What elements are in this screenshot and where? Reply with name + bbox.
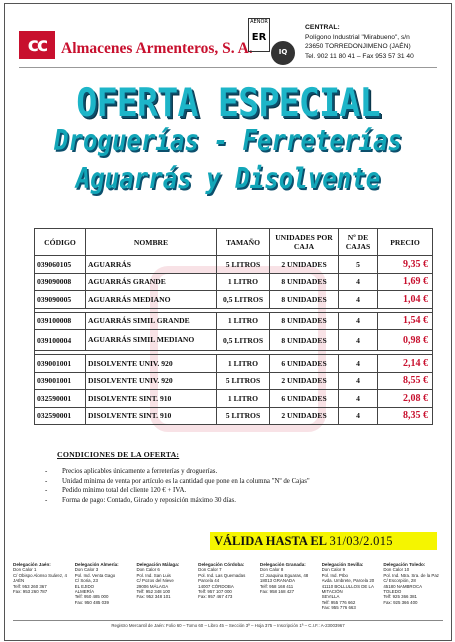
- delegation-title: Delegación Jaén:: [13, 562, 51, 567]
- cell-code: 032590001: [35, 390, 86, 408]
- delegation-line: SEVILLA: [321, 594, 340, 600]
- cell-units: 8 UNIDADES: [270, 273, 339, 291]
- cell-units: 8 UNIDADES: [270, 312, 339, 330]
- delegation-title: Delegación Málaga:: [136, 562, 180, 567]
- company-logo: [19, 31, 55, 59]
- delegation-almeria: [75, 562, 137, 611]
- delegation-line: 29006 MÁLAGA: [136, 583, 169, 589]
- cell-price: 1,54 €: [378, 312, 433, 330]
- offer-flyer-page: [4, 3, 452, 641]
- central-line: Tel. 902 11 80 41 – Fax 953 57 31 40: [305, 52, 414, 60]
- delegation-line: Don Calor 3: [74, 567, 99, 573]
- cell-name: AGUARRÁS SIMIL MEDIANO: [86, 330, 217, 351]
- cell-size: 1 LITRO: [217, 312, 270, 330]
- delegation-line: Fax: 950 485 039: [74, 599, 109, 605]
- delegation-line: Don Calor 6: [136, 567, 160, 573]
- cell-name: AGUARRÁS SIMIL GRANDE: [86, 312, 217, 330]
- delegation-title: Delegación Córdoba:: [198, 562, 245, 567]
- delegation-line: Telf: 958 168 411: [259, 583, 294, 589]
- cell-name: DISOLVENTE UNIV. 920: [86, 372, 217, 390]
- cell-code: 039090005: [35, 291, 86, 309]
- table-row: [35, 256, 433, 274]
- company-name: Almacenes Armenteros, S. A.: [61, 40, 253, 57]
- cell-size: 5 LITROS: [217, 256, 270, 274]
- central-line: 23650 TORREDONJIMENO (JAÉN): [305, 43, 411, 50]
- table-row: [35, 330, 433, 351]
- delegation-line: Pol. Ind. San Luis: [136, 572, 171, 578]
- cert-mark: IQ: [278, 48, 288, 56]
- cell-units: 2 UNIDADES: [270, 372, 339, 390]
- condition-item: - Pedido mínimo total del cliente 120 € + IVA.: [43, 486, 310, 496]
- cell-boxes: 4: [339, 312, 378, 330]
- cell-code: 039060105: [35, 256, 86, 274]
- price-table: [34, 228, 433, 425]
- delegation-cordoba: [198, 562, 260, 611]
- cell-size: 1 LITRO: [217, 390, 270, 408]
- delegation-line: Don Calor 8: [259, 567, 284, 573]
- cert-label: AENOR: [250, 19, 268, 25]
- validity-date: 31/03/2.015: [329, 534, 393, 548]
- registry-info: Registro Mercantil de Jaén: Folio 60 – Tomo 60 – Libro 45 – Sección 3ª – Hoja 375 – Inscripción 1ª – C.I.F.: A-23003967: [111, 623, 345, 628]
- cell-price: 8,55 €: [378, 372, 433, 390]
- delegation-line: Don Calor 7: [198, 567, 222, 573]
- delegation-line: Telf: 957 107 000: [198, 589, 232, 595]
- cell-name: DISOLVENTE SINT. 910: [86, 390, 217, 408]
- validity-banner: [210, 532, 437, 550]
- conditions-list: [43, 467, 310, 505]
- cell-size: 1 LITRO: [217, 273, 270, 291]
- table-header-row: [35, 229, 433, 256]
- header-divider: [19, 67, 437, 68]
- condition-item: - Precios aplicables únicamente a ferreterías y droguerías.: [43, 467, 310, 477]
- cell-name: AGUARRÁS: [86, 256, 217, 274]
- delegation-line: C/ Soria, 23: [74, 578, 98, 584]
- cell-price: 9,35 €: [378, 256, 433, 274]
- delegation-line: EL EJIDO: [74, 583, 95, 589]
- delegation-title: Delegación Sevilla:: [321, 562, 364, 567]
- cell-code: 039100004: [35, 330, 86, 351]
- cell-size: 5 LITROS: [217, 372, 270, 390]
- cell-code: 032590001: [35, 407, 86, 425]
- cell-price: 2,14 €: [378, 355, 433, 373]
- delegation-line: Fax: 952 348 101: [136, 594, 171, 600]
- delegation-line: Pol. Ind. Ntra. Sra. de la Paz: [383, 572, 439, 578]
- col-header-units: UNIDADES POR CAJA: [270, 229, 339, 256]
- cell-units: 2 UNIDADES: [270, 407, 339, 425]
- delegation-line: Pol. Ind. PIbo: [321, 572, 348, 578]
- delegation-line: Telf: 925 366 381: [383, 594, 418, 600]
- delegation-line: C/ Pozos del Nieve: [136, 578, 174, 584]
- cert-mark: ER: [251, 32, 267, 43]
- delegation-line: Fax: 955 776 663: [321, 605, 356, 611]
- table-row: [35, 407, 433, 425]
- cell-units: 6 UNIDADES: [270, 355, 339, 373]
- cell-boxes: 4: [339, 330, 378, 351]
- cell-name: AGUARRÁS MEDIANO: [86, 291, 217, 309]
- delegation-line: Telf: 952 348 100: [136, 589, 171, 595]
- delegation-toledo: [383, 562, 445, 611]
- table-row: [35, 273, 433, 291]
- delegation-line: Telf: 953 260 367: [13, 583, 47, 589]
- delegation-line: ALMERÍA: [74, 589, 94, 595]
- central-address: [305, 23, 414, 61]
- cell-units: 6 UNIDADES: [270, 390, 339, 408]
- delegation-title: Delegación Toledo:: [383, 562, 426, 567]
- delegation-sevilla: [322, 562, 384, 611]
- delegation-line: Telf: 950 485 000: [74, 594, 109, 600]
- delegation-line: 45180 NAMBROCA: [383, 583, 423, 589]
- delegation-line: C/ Joaquina Eguaras, 48: [259, 572, 309, 578]
- col-header-size: TAMAÑO: [217, 229, 270, 256]
- delegation-granada: [260, 562, 322, 611]
- cell-price: 2,08 €: [378, 390, 433, 408]
- delegation-line: C/ Obispo Alonso Suárez, 4: [13, 572, 67, 578]
- condition-item: - Unidad mínima de venta por artículo es la cantidad que pone en la columna "Nº de Cajas": [43, 477, 310, 487]
- table-row: [35, 372, 433, 390]
- cell-units: 2 UNIDADES: [270, 256, 339, 274]
- conditions-title: CONDICIONES DE LA OFERTA:: [57, 450, 180, 459]
- delegation-line: Telf: 955 776 662: [321, 599, 356, 605]
- delegation-line: 41110 BOLLULLOS DE LA MITACIÓN: [321, 583, 374, 595]
- cell-code: 039001001: [35, 355, 86, 373]
- cell-boxes: 4: [339, 372, 378, 390]
- delegation-title: Delegación Granada:: [259, 562, 306, 567]
- delegation-line: Fax: 925 366 400: [383, 599, 418, 605]
- cell-units: 8 UNIDADES: [270, 330, 339, 351]
- table-row: [35, 291, 433, 309]
- cell-size: 0,5 LITROS: [217, 330, 270, 351]
- delegation-line: TOLEDO: [383, 589, 402, 595]
- delegation-line: JAÉN: [13, 578, 25, 584]
- cell-size: 0,5 LITROS: [217, 291, 270, 309]
- cell-code: 039001001: [35, 372, 86, 390]
- cell-boxes: 4: [339, 390, 378, 408]
- cell-units: 8 UNIDADES: [270, 291, 339, 309]
- cell-boxes: 4: [339, 407, 378, 425]
- cell-boxes: 4: [339, 273, 378, 291]
- delegation-line: 18013 GRANADA: [259, 578, 296, 584]
- cell-price: 1,04 €: [378, 291, 433, 309]
- table-row: [35, 312, 433, 330]
- banner-products: Aguarrás y Disolvente: [75, 162, 381, 195]
- delegation-line: Fax: 958 168 427: [259, 589, 295, 595]
- cell-price: 8,35 €: [378, 407, 433, 425]
- aenor-er-icon: [248, 18, 270, 52]
- delegations-footer: [13, 562, 445, 611]
- cell-code: 039100008: [35, 312, 86, 330]
- delegation-line: Fax: 953 260 787: [13, 589, 48, 595]
- table-row: [35, 390, 433, 408]
- central-line: Polígono Industrial "Mirabueno", s/n: [305, 33, 410, 41]
- cell-boxes: 5: [339, 256, 378, 274]
- delegation-line: Pol. Ind. Venta Gago: [74, 572, 116, 578]
- condition-item: - Forma de pago: Contado, Girado y reposición máximo 30 días.: [43, 496, 310, 506]
- delegation-line: Don Calor 9: [321, 567, 346, 573]
- logo-mark: cc: [27, 34, 47, 56]
- cell-name: AGUARRÁS GRANDE: [86, 273, 217, 291]
- col-header-code: CÓDIGO: [35, 229, 86, 256]
- banner-title: OFERTA ESPECIAL: [76, 81, 380, 126]
- col-header-price: PRECIO: [378, 229, 433, 256]
- delegation-line: Avda. Umbrete, Parcela 20: [321, 578, 375, 584]
- cell-size: 1 LITRO: [217, 355, 270, 373]
- delegation-line: Pol. Ind. Las Quemadas: [198, 572, 246, 578]
- delegation-line: Don Calor 1: [13, 567, 37, 573]
- delegation-line: C/ Escorpión, 28: [383, 578, 416, 584]
- col-header-name: NOMBRE: [86, 229, 217, 256]
- cell-code: 039090008: [35, 273, 86, 291]
- delegation-line: 14007 CÓRDOBA: [198, 583, 234, 589]
- central-title: CENTRAL:: [305, 24, 340, 31]
- cell-price: 0,98 €: [378, 330, 433, 351]
- delegation-line: Parcela 44: [198, 578, 220, 584]
- iqnet-icon: [271, 41, 295, 65]
- price-table-container: [34, 228, 432, 425]
- delegation-jaen: [13, 562, 75, 611]
- cell-size: 5 LITROS: [217, 407, 270, 425]
- cell-name: DISOLVENTE SINT. 910: [86, 407, 217, 425]
- delegation-line: Fax: 957 467 473: [198, 594, 233, 600]
- footer-divider: [13, 620, 443, 621]
- cell-boxes: 4: [339, 291, 378, 309]
- banner-subtitle: Droguerías - Ferreterías: [54, 124, 402, 157]
- delegation-malaga: [136, 562, 198, 611]
- table-row: [35, 355, 433, 373]
- validity-label: VÁLIDA HASTA EL: [214, 534, 327, 548]
- cell-name: DISOLVENTE UNIV. 920: [86, 355, 217, 373]
- cell-price: 1,69 €: [378, 273, 433, 291]
- delegation-line: Don Calor 10: [383, 567, 410, 573]
- cell-boxes: 4: [339, 355, 378, 373]
- col-header-boxes: Nº DE CAJAS: [339, 229, 378, 256]
- delegation-title: Delegación Almería:: [74, 562, 119, 567]
